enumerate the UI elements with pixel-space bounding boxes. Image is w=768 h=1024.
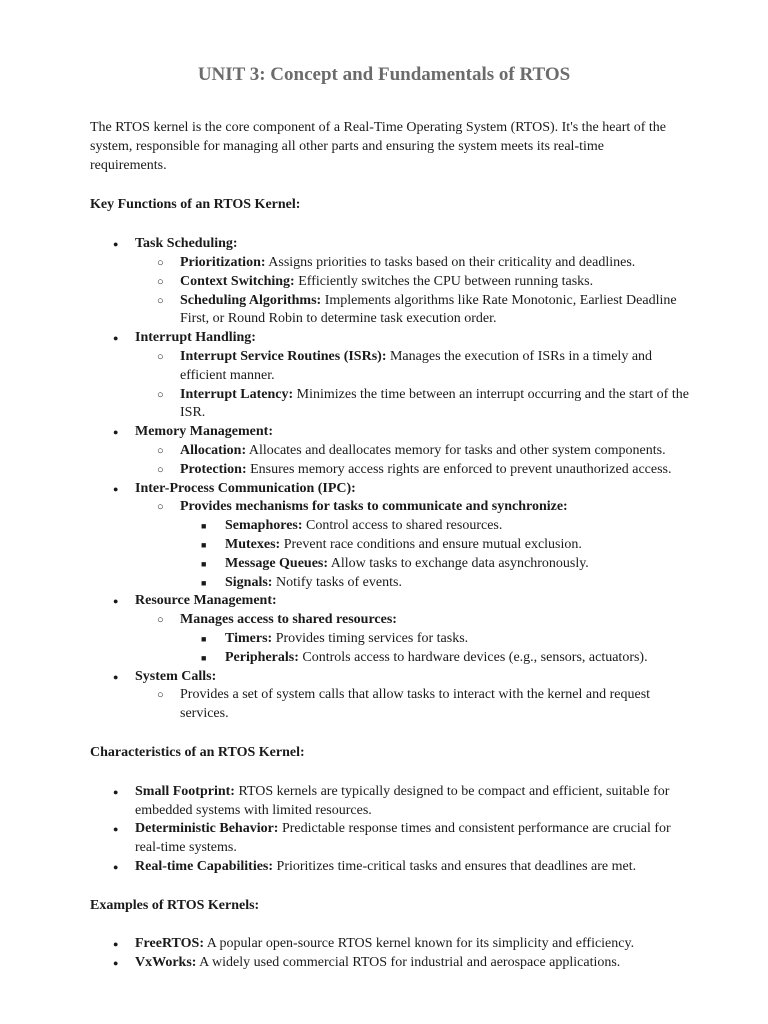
document-body <box>90 119 690 973</box>
list-item: ● Real-time Capabilities: Prioritizes time-critical tasks and ensures that deadlines are met. <box>90 858 690 877</box>
section-heading-characteristics: Characteristics of an RTOS Kernel: <box>90 744 305 760</box>
item-label: System Calls: <box>135 668 217 684</box>
sub-list <box>135 348 690 423</box>
list-item: ■ Signals: Notify tasks of events. <box>180 574 690 593</box>
section-heading-key-functions: Key Functions of an RTOS Kernel: <box>90 197 301 213</box>
item-label: Resource Management: <box>135 593 277 609</box>
item-label: Task Scheduling: <box>135 236 238 252</box>
list-item-system-calls <box>90 668 690 724</box>
key-functions-list <box>90 235 690 724</box>
intro-paragraph: The RTOS kernel is the core component of a Real-Time Operating System (RTOS). It's the heart of the system, responsible for managing all other parts and ensuring the system meets its real-time requirements. <box>90 120 667 173</box>
list-item: ■ Mutexes: Prevent race conditions and ensure mutual exclusion. <box>180 536 690 555</box>
list-item: ○ Interrupt Latency: Minimizes the time between an interrupt occurring and the start of the ISR. <box>135 386 690 424</box>
characteristics-list <box>90 783 690 877</box>
list-item: ○ Protection: Ensures memory access rights are enforced to prevent unauthorized access. <box>135 461 690 480</box>
sub-sub-list <box>180 630 690 668</box>
list-item: ● Deterministic Behavior: Predictable response times and consistent performance are crucial for real-time systems. <box>90 820 690 858</box>
list-item: ○ Provides mechanisms for tasks to communicate and synchronize: ■ Semaphores: Control access to shared resources. ■ Mutexes: Prevent race conditions and ensure mutual exclusion. ■ Message Queues: Allow tasks to exchange data asynchronously. ■ Signals: Notify tasks of events. <box>135 498 690 592</box>
item-label: Inter-Process Communication (IPC): <box>135 480 356 496</box>
list-item: ■ Timers: Provides timing services for tasks. <box>180 630 690 649</box>
sub-list <box>135 611 690 667</box>
list-item: ○ Prioritization: Assigns priorities to tasks based on their criticality and deadlines. <box>135 254 690 273</box>
sub-list <box>135 498 690 592</box>
list-item: ○ Context Switching: Efficiently switches the CPU between running tasks. <box>135 273 690 292</box>
item-label: Memory Management: <box>135 424 274 440</box>
item-label: Interrupt Handling: <box>135 330 256 346</box>
page-title: UNIT 3: Concept and Fundamentals of RTOS <box>197 64 571 85</box>
sub-sub-list <box>180 517 690 592</box>
list-item: ○ Scheduling Algorithms: Implements algorithms like Rate Monotonic, Earliest Deadline First, or Round Robin to determine task execution order. <box>135 292 690 330</box>
list-item-interrupt-handling <box>90 329 690 423</box>
list-item-memory-management <box>90 423 690 479</box>
list-item: ● Small Footprint: RTOS kernels are typically designed to be compact and efficient, suitable for embedded systems with limited resources. <box>90 783 690 821</box>
section-heading-examples: Examples of RTOS Kernels: <box>90 897 260 913</box>
list-item: ● VxWorks: A widely used commercial RTOS for industrial and aerospace applications. <box>90 954 690 973</box>
list-item: ○ Manages access to shared resources: ■ Timers: Provides timing services for tasks. ■ Peripherals: Controls access to hardware devices (e.g., sensors, actuators). <box>135 611 690 667</box>
list-item: ● FreeRTOS: A popular open-source RTOS kernel known for its simplicity and efficiency. <box>90 935 690 954</box>
list-item-resource-management <box>90 592 690 667</box>
sub-list <box>135 686 690 724</box>
list-item: ○ Interrupt Service Routines (ISRs): Manages the execution of ISRs in a timely and efficient manner. <box>135 348 690 386</box>
list-item: ○ Allocation: Allocates and deallocates memory for tasks and other system components. <box>135 442 690 461</box>
sub-list <box>135 442 690 480</box>
list-item-task-scheduling <box>90 235 690 329</box>
list-item: ○ Provides a set of system calls that allow tasks to interact with the kernel and request services. <box>135 686 690 724</box>
list-item: ■ Peripherals: Controls access to hardware devices (e.g., sensors, actuators). <box>180 649 690 668</box>
list-item: ■ Message Queues: Allow tasks to exchange data asynchronously. <box>180 555 690 574</box>
examples-list <box>90 935 690 973</box>
list-item-ipc <box>90 480 690 593</box>
sub-list <box>135 254 690 329</box>
list-item: ■ Semaphores: Control access to shared resources. <box>180 517 690 536</box>
